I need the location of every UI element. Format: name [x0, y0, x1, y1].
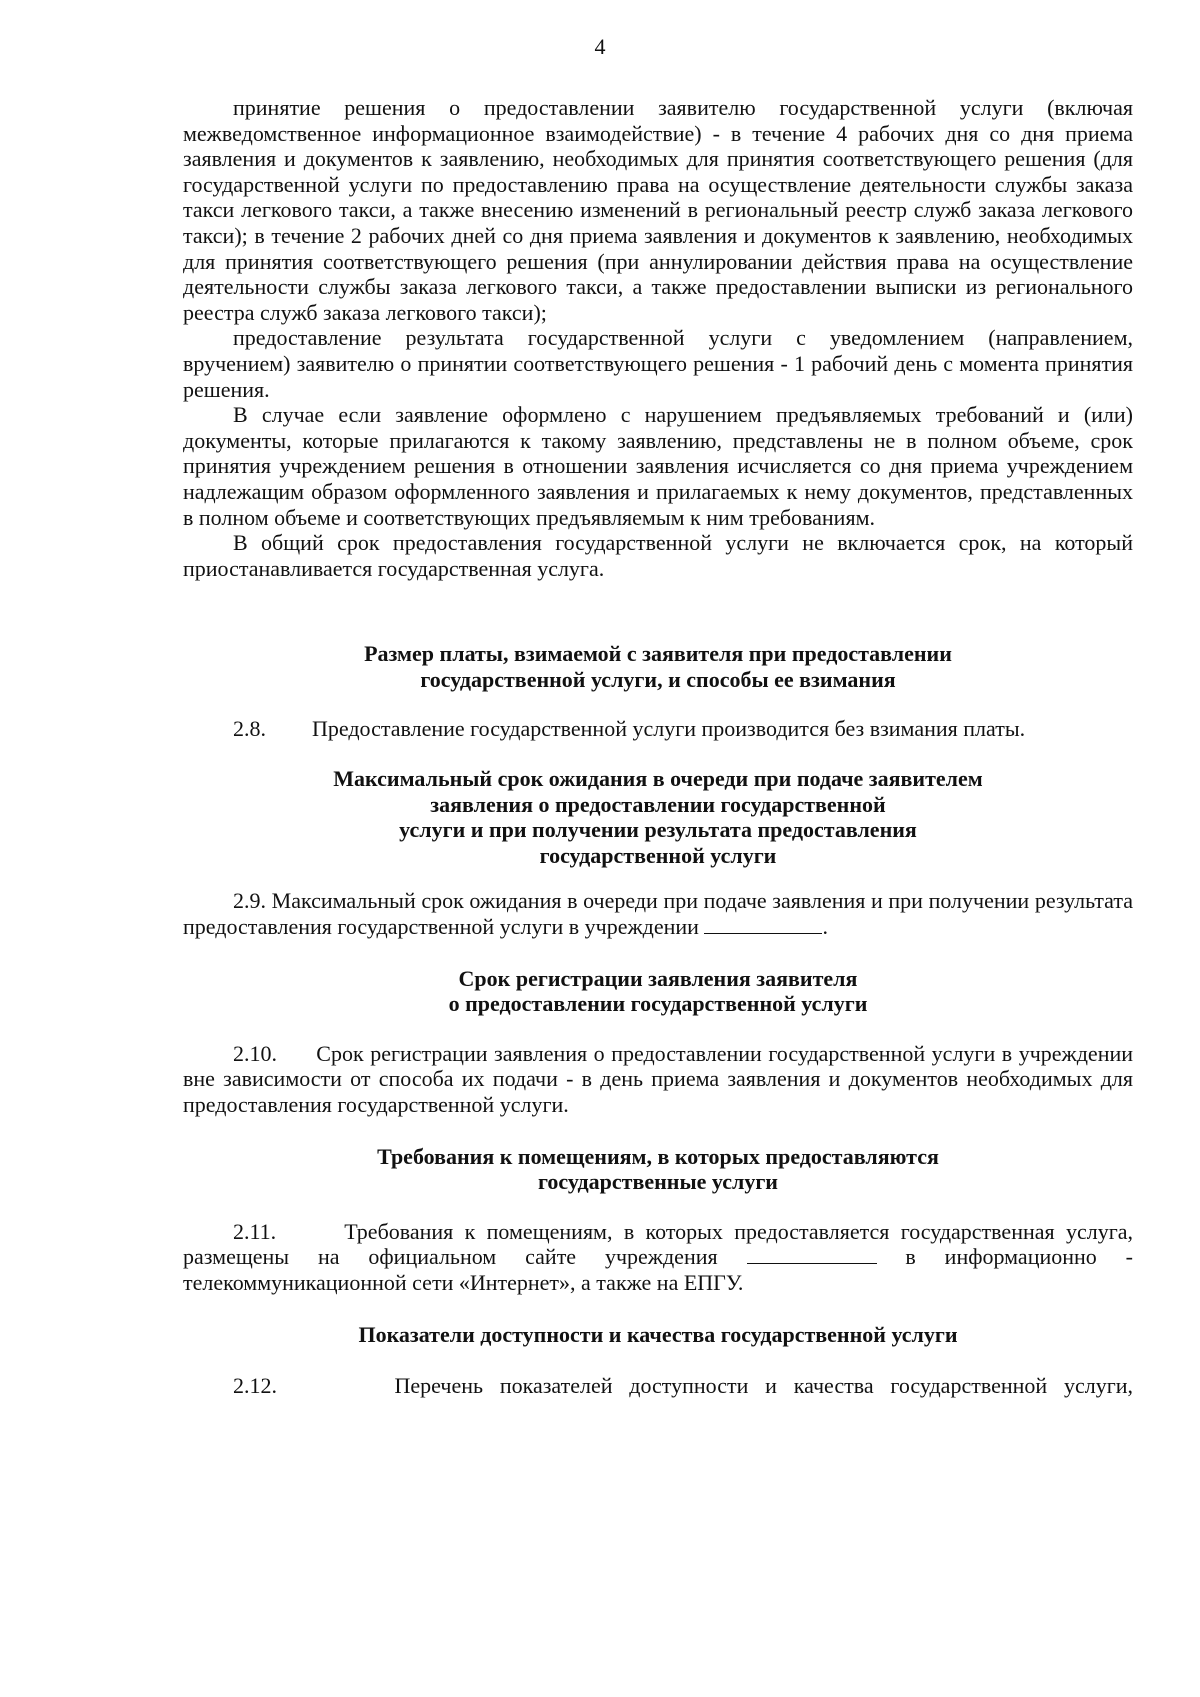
blank-field-website	[747, 1245, 877, 1264]
heading-fee-line-2: государственной услуги, и способы ее взимания	[420, 666, 896, 692]
heading-fee	[183, 641, 1133, 692]
spacer	[183, 1296, 1133, 1322]
heading-premises	[183, 1144, 1133, 1195]
paragraph-suspension: В общий срок предоставления государственной услуги не включается срок, на который приостанавливается государственная услуга.	[183, 530, 1133, 581]
heading-registration-line-1: Срок регистрации заявления заявителя	[458, 965, 858, 991]
spacer	[183, 1195, 1133, 1219]
heading-premises-line-2: государственные услуги	[537, 1169, 778, 1195]
heading-queue-line-3: услуги и при получении результата предоставления	[399, 817, 917, 843]
paragraph-incomplete-application: В случае если заявление оформлено с нарушением предъявляемых требований и (или) документы, которые прилагаются к такому заявлению, представлены не в полном объеме, срок принятия учреждением решения в отношении заявления исчисляется со дня приема учреждением надлежащим образом оформленного заявления и прилагаемых к нему документов, представленных в полном объеме и соответствующих предъявляемым к ним требованиям.	[183, 402, 1133, 530]
clause-2-12	[183, 1373, 1133, 1399]
clause-text: Требования к помещениям, в которых предоставляется государственная услуга, размещены на официальном сайте учреждения	[183, 1218, 1133, 1270]
spacer	[183, 581, 1133, 641]
spacer	[183, 742, 1133, 766]
clause-text: Максимальный срок ожидания в очереди при подаче заявления и при получении результата предоставления государственной услуги в учреждении	[183, 888, 1134, 940]
paragraph-result-delivery: предоставление результата государственной услуги с уведомлением (направлением, вручением) заявителю о принятии соответствующего решения - 1 рабочий день с момента принятия решения.	[183, 325, 1133, 402]
clause-2-9	[183, 888, 1133, 939]
heading-quality-line-1: Показатели доступности и качества государственной услуги	[358, 1321, 958, 1347]
clause-text: Предоставление государственной услуги производится без взимания платы.	[312, 716, 1026, 742]
heading-fee-line-1: Размер платы, взимаемой с заявителя при предоставлении	[364, 641, 952, 667]
paragraph-decision-term: принятие решения о предоставлении заявителю государственной услуги (включая межведомственное информационное взаимодействие) - в течение 4 рабочих дня со дня приема заявления и документов к заявлению, необходимых для принятия соответствующего решения (для государственной услуги по предоставлению права на осуществление деятельности службы заказа такси легкового такси, а также внесению изменений в региональный реестр служб заказа легкового такси); в течение 2 рабочих дней со дня приема заявления и документов к заявлению, необходимых для принятия соответствующего решения (при аннулировании действия права на осуществление деятельности службы заказа легкового такси, а также предоставлении выписки из регионального реестра служб заказа легкового такси);	[183, 95, 1133, 325]
spacer	[183, 1118, 1133, 1144]
clause-number: 2.11.	[233, 1218, 277, 1244]
heading-queue-line-1: Максимальный срок ожидания в очереди при подаче заявителем	[333, 766, 983, 792]
heading-queue-line-2: заявления о предоставлении государственной	[430, 791, 886, 817]
clause-number: 2.8.	[233, 716, 266, 742]
spacer	[183, 940, 1133, 966]
blank-field-institution	[704, 915, 822, 934]
heading-queue-line-4: государственной услуги	[539, 842, 777, 868]
clause-tail: .	[822, 914, 828, 940]
heading-registration	[183, 966, 1133, 1017]
heading-registration-line-2: о предоставлении государственной услуги	[448, 991, 868, 1017]
heading-premises-line-1: Требования к помещениям, в которых предоставляются	[377, 1143, 939, 1169]
clause-2-11	[183, 1219, 1133, 1296]
heading-quality	[183, 1322, 1133, 1348]
page-number: 4	[594, 34, 606, 59]
spacer	[183, 692, 1133, 716]
clause-text-continued: в информационно - телекоммуникационной сети «Интернет», а также на ЕПГУ.	[183, 1244, 1133, 1295]
spacer	[183, 1017, 1133, 1041]
spacer	[183, 1347, 1133, 1373]
clause-number: 2.10.	[233, 1040, 277, 1066]
clause-number: 2.9.	[233, 888, 266, 914]
clause-2-8	[183, 716, 1133, 742]
clause-number: 2.12.	[233, 1373, 277, 1399]
spacer	[183, 868, 1133, 888]
clause-text: Перечень показателей доступности и качества государственной услуги,	[394, 1373, 1133, 1399]
clause-text: Срок регистрации заявления о предоставлении государственной услуги в учреждении вне зависимости от способа их подачи - в день приема заявления и документов необходимых для предоставления государственной услуги.	[183, 1040, 1134, 1117]
heading-queue	[183, 766, 1133, 868]
clause-2-10	[183, 1041, 1133, 1118]
document-body	[183, 95, 1133, 1399]
